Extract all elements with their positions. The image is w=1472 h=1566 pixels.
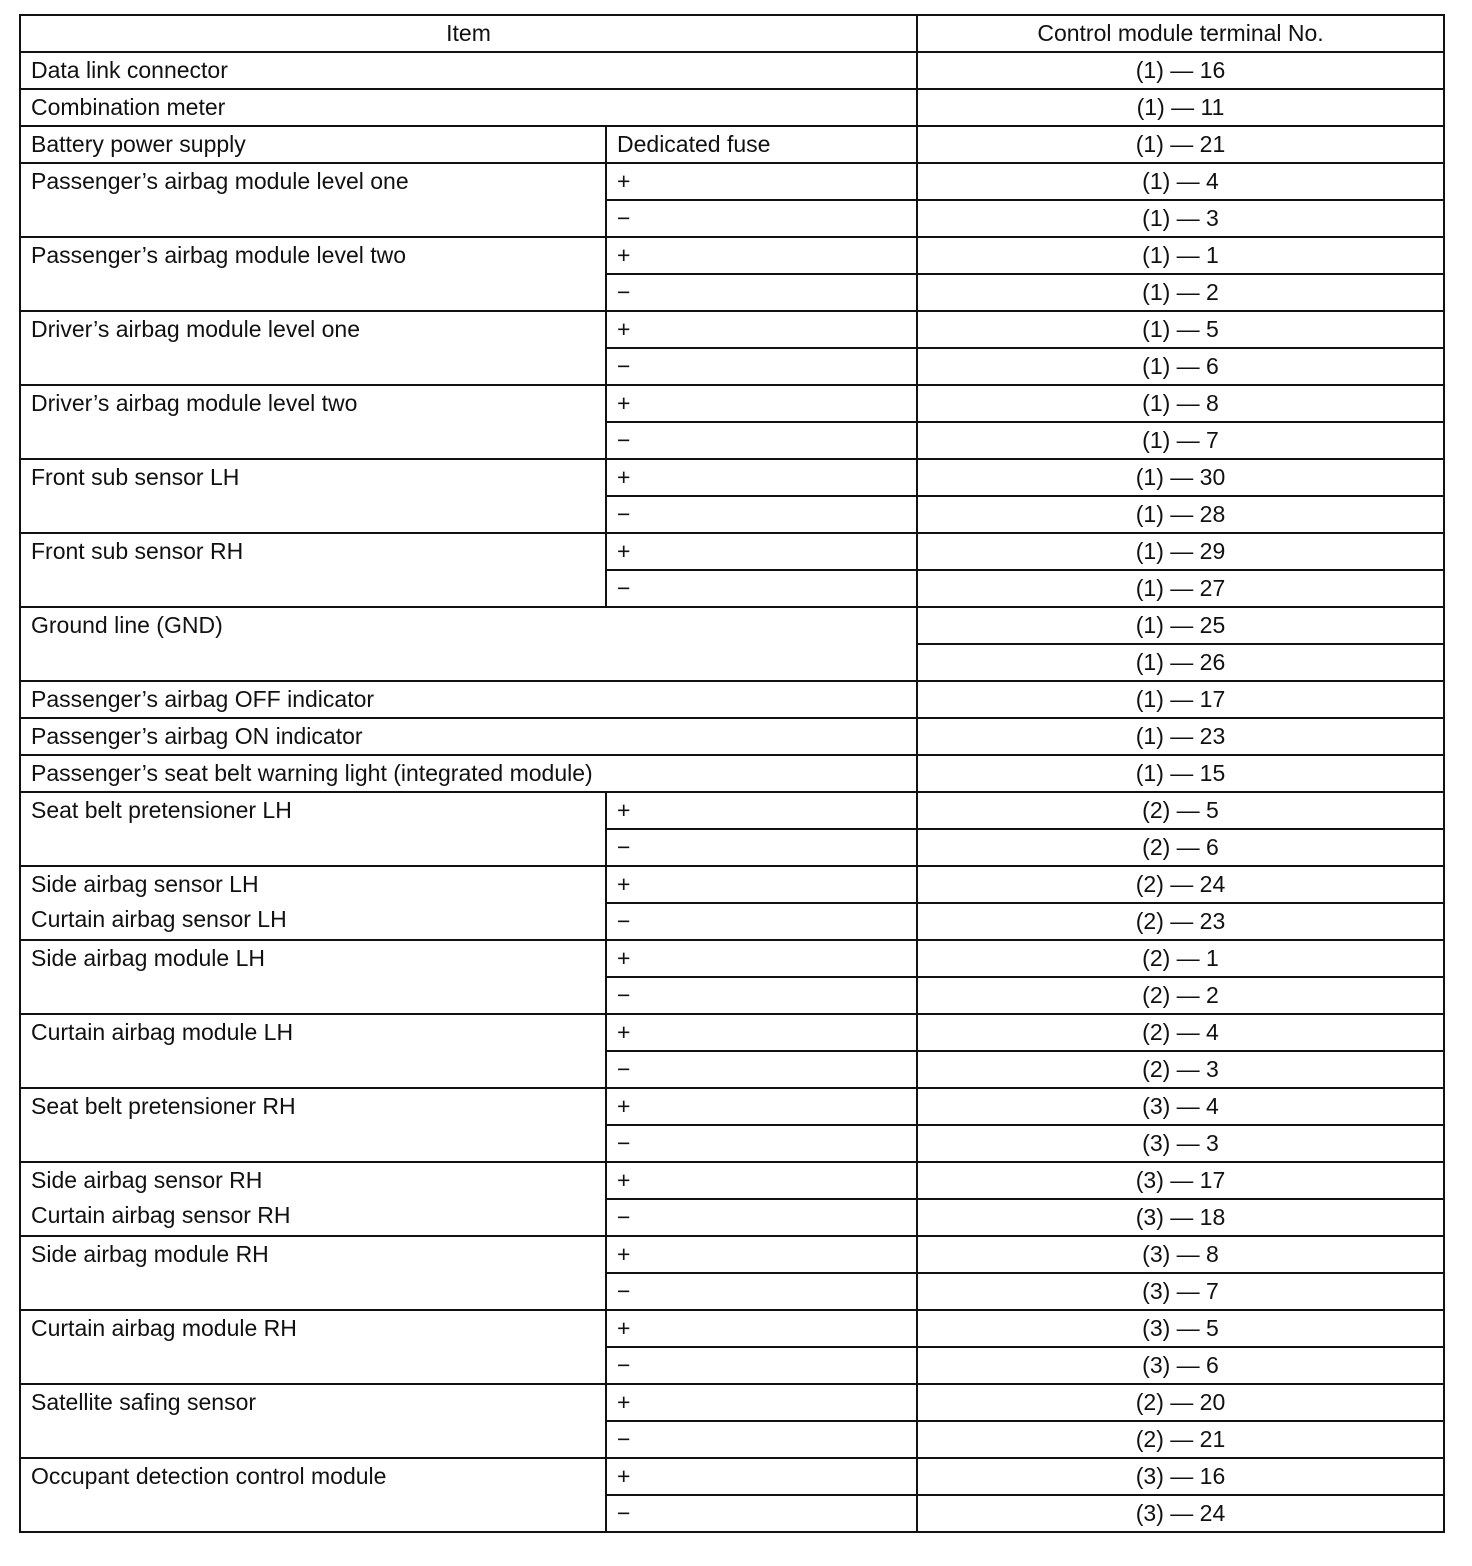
terminal-number: (1) — 15 (917, 755, 1444, 792)
sub-item-label: Dedicated fuse (606, 126, 917, 163)
minus-sign: − (606, 570, 917, 607)
table-row (20, 1162, 1444, 1199)
minus-sign: − (606, 1495, 917, 1532)
plus-sign: + (606, 163, 917, 200)
item-label (20, 1310, 606, 1384)
table-body (20, 15, 1444, 1532)
terminal-number: (1) — 2 (917, 274, 1444, 311)
plus-sign: + (606, 1088, 917, 1125)
terminal-number: (3) — 17 (917, 1162, 1444, 1199)
terminal-number: (2) — 3 (917, 1051, 1444, 1088)
terminal-number: (1) — 27 (917, 570, 1444, 607)
plus-sign: + (606, 1162, 917, 1199)
item-label (20, 866, 606, 940)
terminal-number: (3) — 18 (917, 1199, 1444, 1236)
plus-sign: + (606, 311, 917, 348)
terminal-number: (3) — 3 (917, 1125, 1444, 1162)
minus-sign: − (606, 496, 917, 533)
terminal-number: (1) — 11 (917, 89, 1444, 126)
item-label-line: Seat belt pretensioner RH (31, 1093, 296, 1119)
terminal-number: (1) — 29 (917, 533, 1444, 570)
minus-sign: − (606, 422, 917, 459)
item-label-line: Front sub sensor RH (31, 538, 244, 564)
terminal-number: (2) — 23 (917, 903, 1444, 940)
table-row (20, 718, 1444, 755)
plus-sign: + (606, 533, 917, 570)
item-label-line: Curtain airbag module RH (31, 1315, 297, 1341)
table-row (20, 459, 1444, 496)
header-row (20, 15, 1444, 52)
minus-sign: − (606, 348, 917, 385)
item-label (20, 163, 606, 237)
item-label-line: Side airbag module LH (31, 945, 265, 971)
minus-sign: − (606, 1421, 917, 1458)
item-label (20, 385, 606, 459)
minus-sign: − (606, 903, 917, 940)
terminal-number: (1) — 7 (917, 422, 1444, 459)
plus-sign: + (606, 1310, 917, 1347)
item-label: Ground line (GND) (20, 607, 917, 681)
table-row (20, 1088, 1444, 1125)
terminal-number: (2) — 5 (917, 792, 1444, 829)
table-row (20, 1310, 1444, 1347)
terminal-number: (2) — 20 (917, 1384, 1444, 1421)
item-label-line: Side airbag module RH (31, 1241, 269, 1267)
header-terminal: Control module terminal No. (917, 15, 1444, 52)
plus-sign: + (606, 459, 917, 496)
item-label-line: Occupant detection control module (31, 1463, 387, 1489)
table-row (20, 237, 1444, 274)
table-row (20, 311, 1444, 348)
plus-sign: + (606, 866, 917, 903)
terminal-number: (1) — 6 (917, 348, 1444, 385)
terminal-number: (1) — 16 (917, 52, 1444, 89)
plus-sign: + (606, 1458, 917, 1495)
terminal-number: (3) — 4 (917, 1088, 1444, 1125)
terminal-number: (1) — 17 (917, 681, 1444, 718)
table-row (20, 126, 1444, 163)
item-label: Data link connector (20, 52, 917, 89)
plus-sign: + (606, 792, 917, 829)
item-label (20, 1088, 606, 1162)
minus-sign: − (606, 1273, 917, 1310)
item-label-line: Seat belt pretensioner LH (31, 797, 292, 823)
table-row (20, 607, 1444, 644)
table-row (20, 163, 1444, 200)
plus-sign: + (606, 1384, 917, 1421)
minus-sign: − (606, 200, 917, 237)
terminal-number: (2) — 21 (917, 1421, 1444, 1458)
terminal-number: (1) — 28 (917, 496, 1444, 533)
minus-sign: − (606, 1347, 917, 1384)
table-row (20, 940, 1444, 977)
item-label-line: Passenger’s airbag module level one (31, 168, 409, 194)
minus-sign: − (606, 1051, 917, 1088)
item-label (20, 1236, 606, 1310)
table-row (20, 792, 1444, 829)
plus-sign: + (606, 237, 917, 274)
terminal-number: (1) — 23 (917, 718, 1444, 755)
table-row (20, 1014, 1444, 1051)
minus-sign: − (606, 829, 917, 866)
table-row (20, 755, 1444, 792)
item-label-line: Driver’s airbag module level two (31, 390, 358, 416)
header-item: Item (20, 15, 917, 52)
terminal-number: (1) — 26 (917, 644, 1444, 681)
terminal-number: (2) — 24 (917, 866, 1444, 903)
item-label (20, 311, 606, 385)
item-label (20, 533, 606, 607)
terminal-number: (3) — 16 (917, 1458, 1444, 1495)
table-row (20, 1384, 1444, 1421)
item-label-line: Passenger’s airbag module level two (31, 242, 407, 268)
terminal-number: (3) — 24 (917, 1495, 1444, 1532)
item-label (20, 459, 606, 533)
item-label-line-2: Curtain airbag sensor RH (31, 1202, 291, 1228)
item-label-line: Curtain airbag module LH (31, 1019, 294, 1045)
plus-sign: + (606, 1236, 917, 1273)
minus-sign: − (606, 1199, 917, 1236)
plus-sign: + (606, 940, 917, 977)
item-label: Passenger’s airbag OFF indicator (20, 681, 917, 718)
plus-sign: + (606, 385, 917, 422)
minus-sign: − (606, 274, 917, 311)
table-row (20, 89, 1444, 126)
terminal-number: (3) — 6 (917, 1347, 1444, 1384)
item-label-line: Front sub sensor LH (31, 464, 240, 490)
item-label-line-2: Curtain airbag sensor LH (31, 906, 287, 932)
item-label-line: Driver’s airbag module level one (31, 316, 360, 342)
table-row (20, 866, 1444, 903)
item-label (20, 237, 606, 311)
item-label: Battery power supply (20, 126, 606, 163)
item-label: Passenger’s airbag ON indicator (20, 718, 917, 755)
terminal-number: (1) — 4 (917, 163, 1444, 200)
minus-sign: − (606, 977, 917, 1014)
item-label (20, 940, 606, 1014)
terminal-number: (1) — 1 (917, 237, 1444, 274)
item-label-line: Side airbag sensor LH (31, 871, 259, 897)
item-label: Combination meter (20, 89, 917, 126)
table-row (20, 1236, 1444, 1273)
terminal-number: (3) — 7 (917, 1273, 1444, 1310)
terminal-number: (1) — 30 (917, 459, 1444, 496)
terminal-number: (2) — 2 (917, 977, 1444, 1014)
item-label (20, 1458, 606, 1532)
terminal-number: (1) — 25 (917, 607, 1444, 644)
terminal-number: (2) — 4 (917, 1014, 1444, 1051)
terminal-number: (1) — 8 (917, 385, 1444, 422)
item-label-line: Side airbag sensor RH (31, 1167, 263, 1193)
item-label (20, 1162, 606, 1236)
table-row (20, 681, 1444, 718)
minus-sign: − (606, 1125, 917, 1162)
item-label (20, 792, 606, 866)
terminal-table (19, 14, 1445, 1533)
table-row (20, 533, 1444, 570)
terminal-number: (3) — 8 (917, 1236, 1444, 1273)
item-label (20, 1384, 606, 1458)
item-label: Passenger’s seat belt warning light (integrated module) (20, 755, 917, 792)
item-label-line: Satellite safing sensor (31, 1389, 257, 1415)
terminal-number: (2) — 6 (917, 829, 1444, 866)
terminal-number: (1) — 21 (917, 126, 1444, 163)
terminal-number: (3) — 5 (917, 1310, 1444, 1347)
terminal-number: (1) — 5 (917, 311, 1444, 348)
table-row (20, 385, 1444, 422)
table-row (20, 52, 1444, 89)
terminal-number: (2) — 1 (917, 940, 1444, 977)
item-label (20, 1014, 606, 1088)
table-row (20, 1458, 1444, 1495)
terminal-number: (1) — 3 (917, 200, 1444, 237)
plus-sign: + (606, 1014, 917, 1051)
